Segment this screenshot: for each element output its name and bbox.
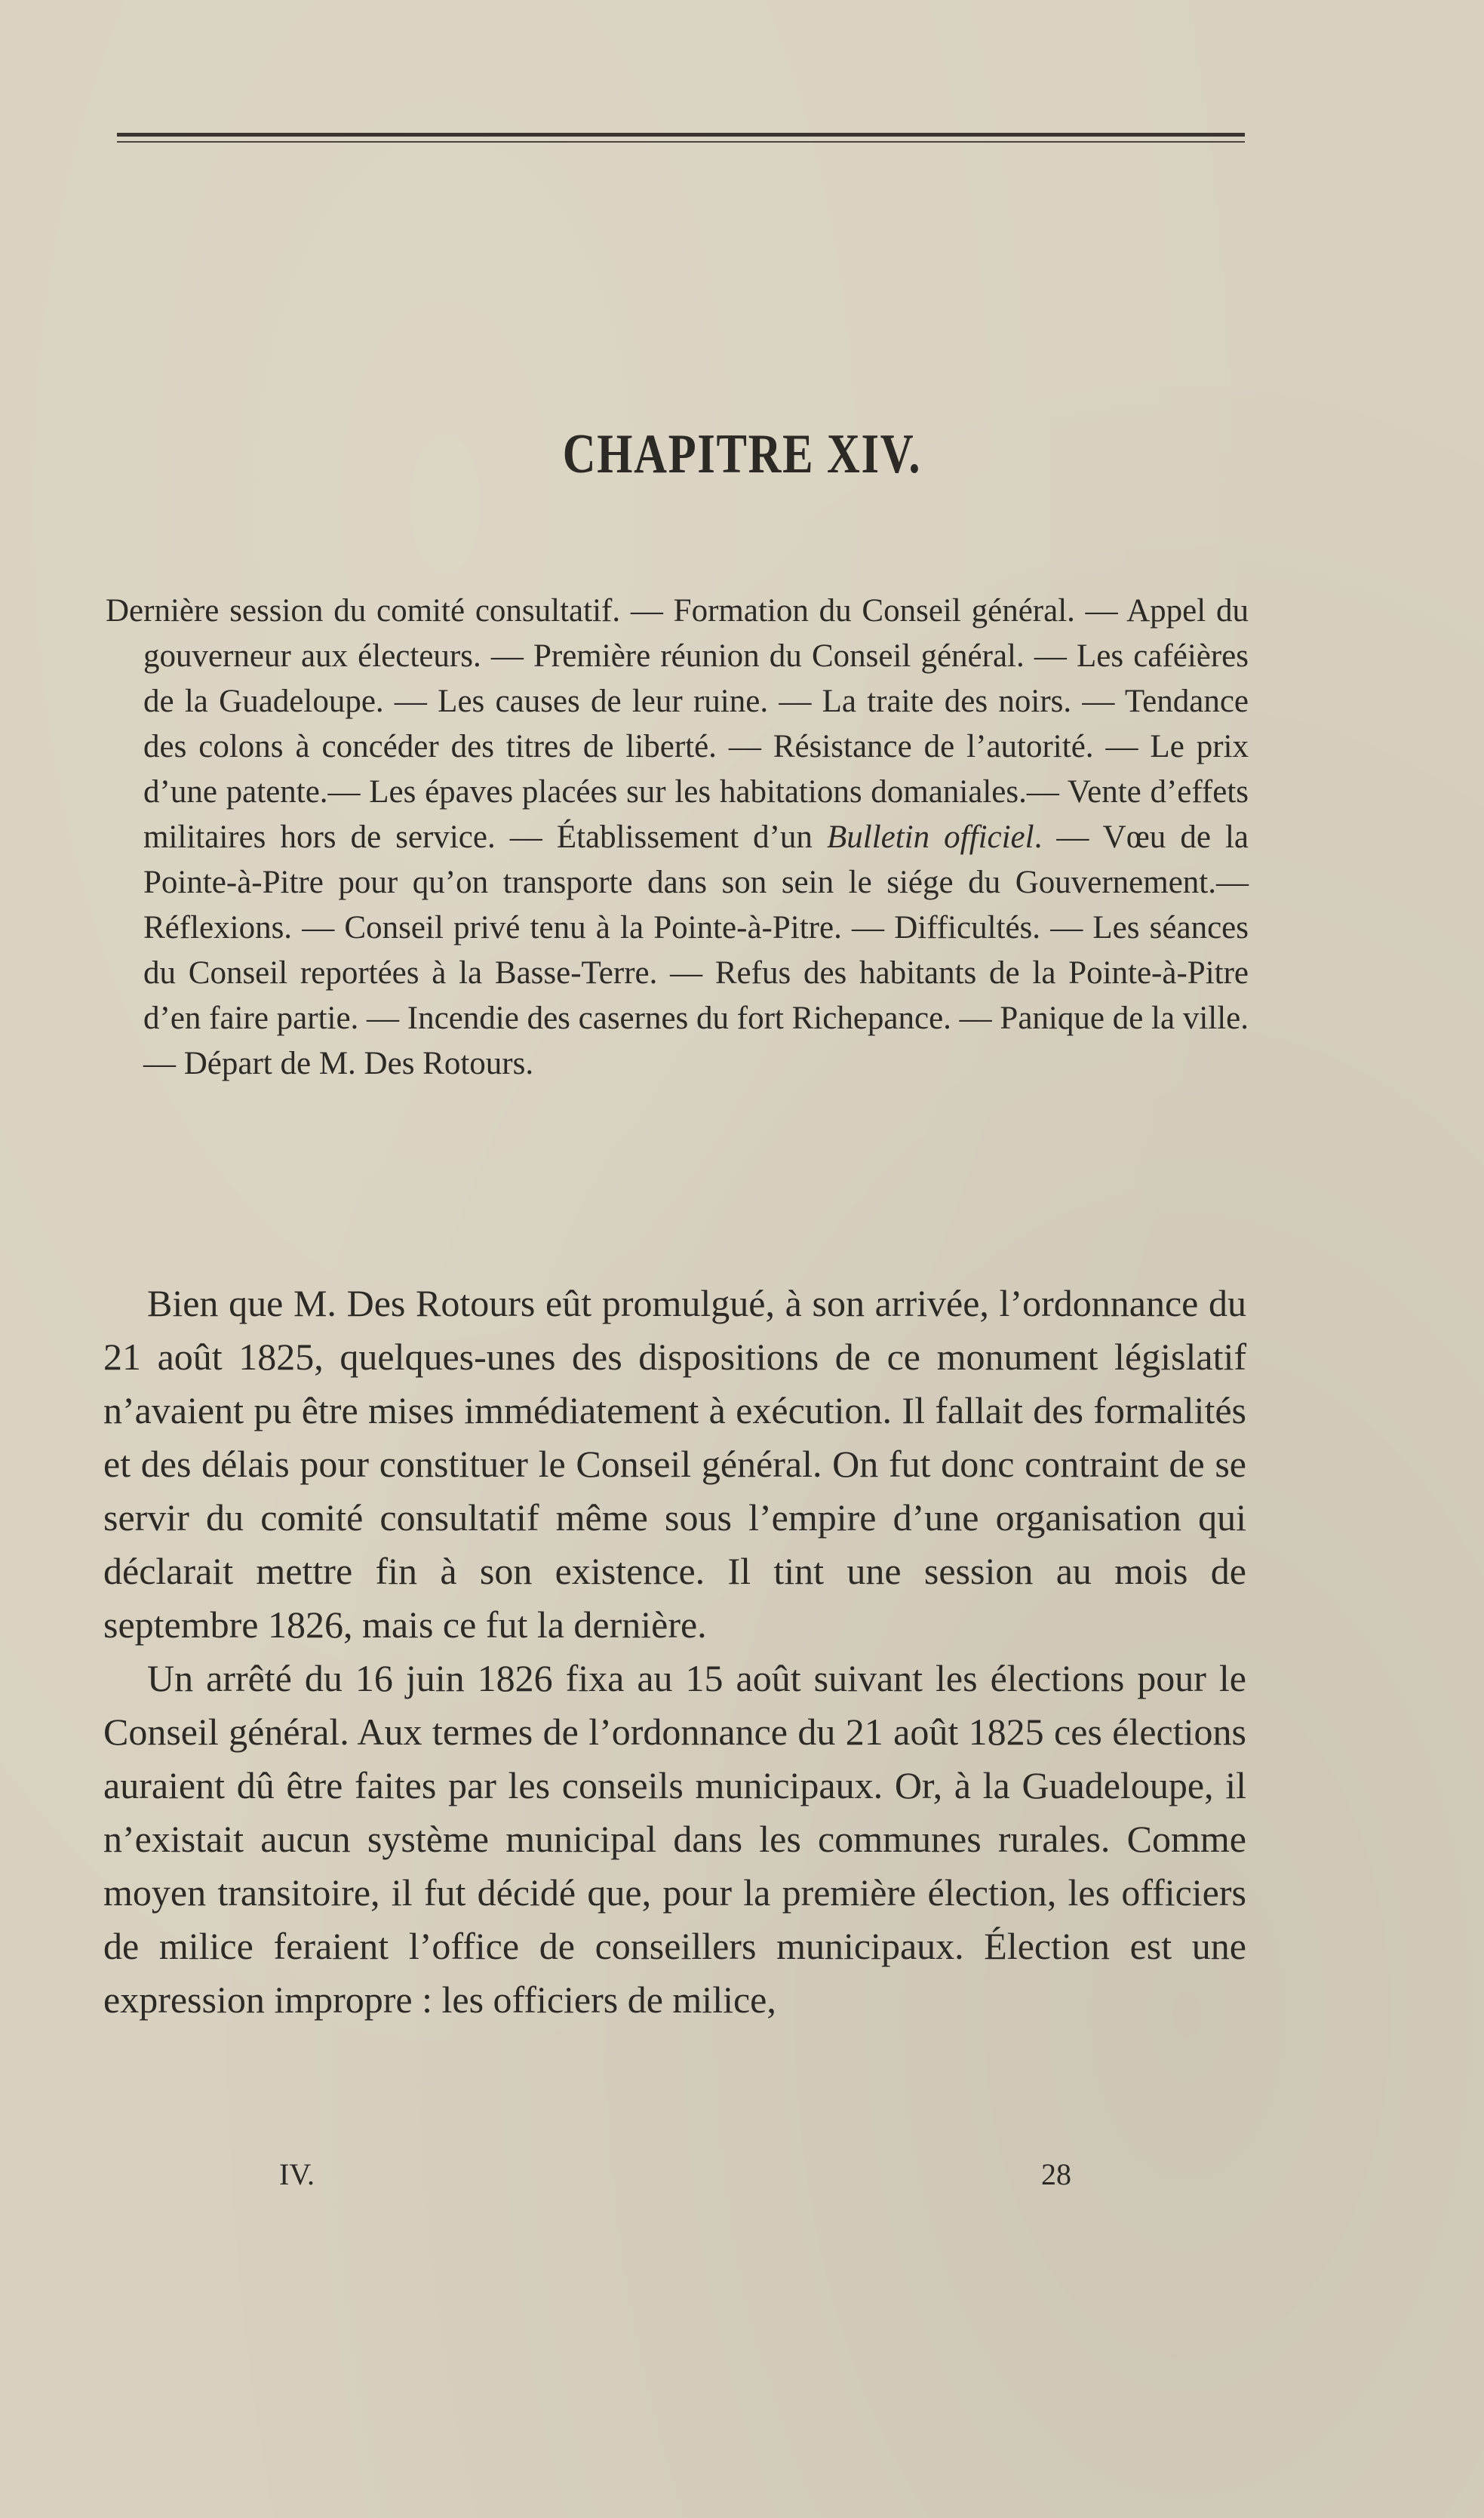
summary-italic-title: Bulletin officiel bbox=[826, 819, 1034, 855]
chapter-title: CHAPITRE XIV. bbox=[562, 423, 922, 485]
paragraph: Un arrêté du 16 juin 1826 fixa au 15 août suivant les élections pour le Conseil général. Aux termes de l’ordonnance du 21 août 1825 ces élections auraient dû être faites par les conseils municipaux. Or, à la Guadeloupe, il n’existait aucun système municipal dans les communes rurales. Comme moyen transitoire, il fut décidé que, pour la première élection, les officiers de milice feraient l’office de conseillers municipaux. Élection est une expression impropre : les officiers de milice, bbox=[103, 1657, 1246, 2021]
top-rule-thin bbox=[117, 141, 1245, 143]
signature-mark: 28 bbox=[1041, 2157, 1071, 2191]
paragraph: Bien que M. Des Rotours eût promulgué, à son arrivée, l’ordonnance du 21 août 1825, quelques-unes des dispositions de ce monument législatif n’avaient pu être mises immédiatement à exécution. Il fallait des formalités et des délais pour constituer le Conseil général. On fut donc contraint de se servir du comité consultatif même sous l’empire d’une organisation qui déclarait mettre fin à son existence. Il tint une session au mois de septembre 1826, mais ce fut la dernière. bbox=[103, 1282, 1246, 1646]
body-text bbox=[103, 1277, 1246, 2027]
summary-text-2: . — Vœu de la Pointe-à-Pitre pour qu’on transporte dans son sein le siége du Gouvernement.— Réflexions. — Conseil privé tenu à la Pointe-à-Pitre. — Difficultés. — Les séances du Conseil reportées à la Basse-Terre. — Refus des habitants de la Pointe-à-Pitre d’en faire partie. — Incendie des casernes du fort Richepance. — Panique de la ville. — Départ de M. Des Rotours. bbox=[143, 819, 1249, 1081]
volume-number: IV. bbox=[279, 2157, 315, 2191]
top-rule bbox=[117, 133, 1245, 137]
summary-text-1: Dernière session du comité consultatif. — Formation du Conseil général. — Appel du gouverneur aux électeurs. — Première réunion du Conseil général. — Les caféières de la Guadeloupe. — Les causes de leur ruine. — La traite des noirs. — Tendance des colons à concéder des titres de liberté. — Résistance de l’autorité. — Le prix d’une patente.— Les épaves placées sur les habitations domaniales.— Vente d’effets militaires hors de service. — Établissement d’un bbox=[106, 593, 1249, 855]
chapter-summary bbox=[106, 589, 1249, 1087]
